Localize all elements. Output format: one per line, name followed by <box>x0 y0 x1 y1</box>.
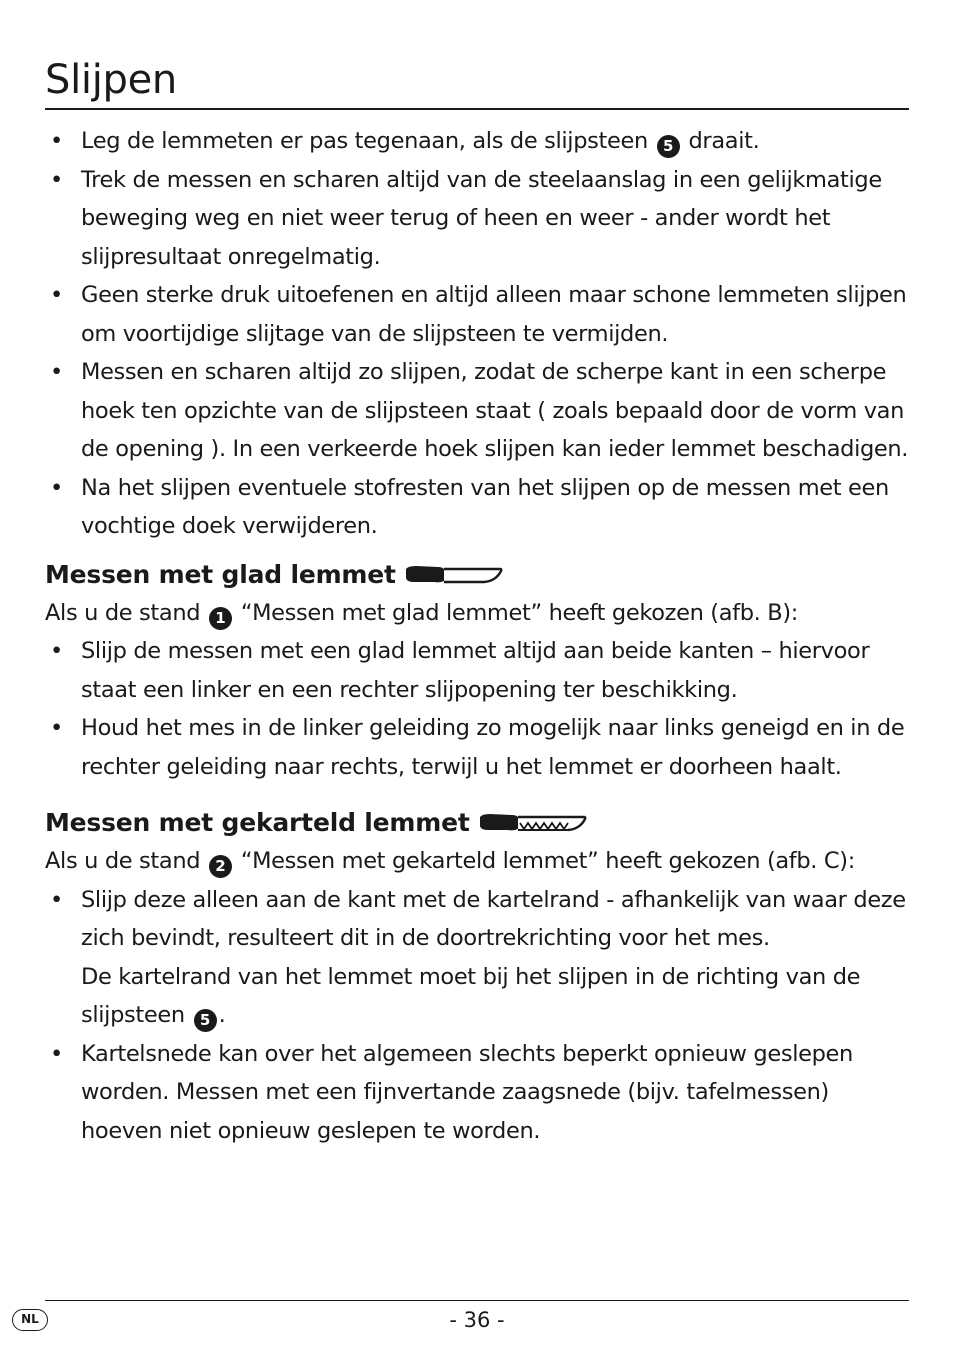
reference-number-badge: 2 <box>209 855 232 878</box>
section-heading: Messen met glad lemmet <box>45 556 909 594</box>
language-badge: NL <box>12 1309 48 1331</box>
list-item: • Geen sterke druk uitoefenen en altijd alleen maar schone lemmeten slijpen om voortijdige slijtage van de slijpsteen te vermijden. <box>45 276 909 353</box>
list-item: • Slijp de messen met een glad lemmet altijd aan beide kanten – hiervoor staat een linker en een rechter slijpopening ter beschikking. <box>45 632 909 709</box>
title-divider <box>45 108 909 110</box>
section-smooth-blade <box>45 556 909 787</box>
list-item: • Na het slijpen eventuele stofresten van het slijpen op de messen met een vochtige doek verwijderen. <box>45 469 909 546</box>
footer-divider <box>45 1300 909 1301</box>
serrated-blade-bullet-list <box>45 881 909 1151</box>
page-title: Slijpen <box>45 57 177 103</box>
section-intro: Als u de stand 2 “Messen met gekarteld lemmet” heeft gekozen (afb. C): <box>45 842 909 881</box>
section-heading: Messen met gekarteld lemmet <box>45 804 909 842</box>
section-intro: Als u de stand 1 “Messen met glad lemmet” heeft gekozen (afb. B): <box>45 594 909 633</box>
serrated-knife-icon <box>478 811 588 833</box>
list-item: • Kartelsnede kan over het algemeen slechts beperkt opnieuw geslepen worden. Messen met een fijnvertande zaagsnede (bijv. tafelmessen) hoeven niet opnieuw geslepen te worden. <box>45 1035 909 1151</box>
intro-bullet-list <box>45 122 909 546</box>
list-item: • Houd het mes in de linker geleiding zo mogelijk naar links geneigd en in de rechter geleiding naar rechts, terwijl u het lemmet er doorheen haalt. <box>45 709 909 786</box>
reference-number-badge: 5 <box>657 135 680 158</box>
page-number: - 36 - <box>449 1308 505 1332</box>
reference-number-badge: 1 <box>209 607 232 630</box>
section-serrated-blade <box>45 804 909 1150</box>
smooth-knife-icon <box>404 563 504 585</box>
page-content <box>45 122 909 1150</box>
list-item: • Leg de lemmeten er pas tegenaan, als de slijpsteen 5 draait. <box>45 122 909 161</box>
list-item: • Slijp deze alleen aan de kant met de kartelrand - afhankelijk van waar deze zich bevindt, resulteert dit in de doortrekrichting voor het mes. De kartelrand van het lemmet moet bij het slijpen in de richting van de slijpsteen 5 . <box>45 881 909 1035</box>
smooth-blade-bullet-list <box>45 632 909 786</box>
list-item: • Messen en scharen altijd zo slijpen, zodat de scherpe kant in een scherpe hoek ten opzichte van de slijpsteen staat ( zoals bepaald door de vorm van de opening ). In een verkeerde hoek slijpen kan ieder lemmet beschadigen. <box>45 353 909 469</box>
reference-number-badge: 5 <box>194 1009 217 1032</box>
list-item: • Trek de messen en scharen altijd van de steelaanslag in een gelijkmatige beweging weg en niet weer terug of heen en weer - ander wordt het slijpresultaat onregelmatig. <box>45 161 909 277</box>
